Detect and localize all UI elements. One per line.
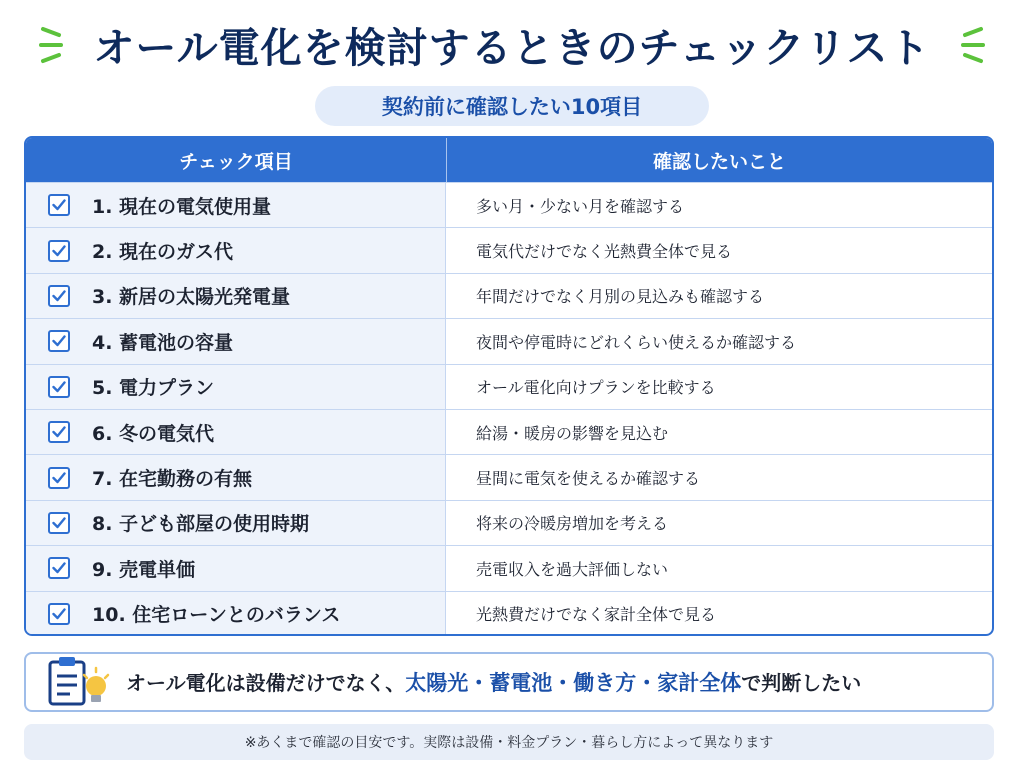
table-row: [26, 318, 992, 363]
table-row: [26, 454, 992, 499]
table-row: [26, 409, 992, 454]
table-header: [26, 138, 992, 182]
check-item-cell: [26, 455, 446, 499]
table-row: [26, 545, 992, 590]
summary-suffix: で判断したい: [741, 671, 862, 695]
summary-highlight: 太陽光・蓄電池・働き方・家計全体: [405, 671, 742, 695]
title-row: [0, 10, 1024, 78]
table-row: [26, 227, 992, 272]
confirm-text: 電気代だけでなく光熱費全体で見る: [476, 242, 733, 262]
check-item-cell: [26, 274, 446, 318]
table-row: [26, 591, 992, 636]
check-item-label: 9. 売電単価: [92, 558, 196, 581]
check-item-label: 3. 新居の太陽光発電量: [92, 286, 291, 309]
check-item-label: 5. 電力プラン: [92, 377, 215, 400]
checkbox-checked-icon[interactable]: [48, 557, 70, 579]
summary-prefix: オール電化は設備だけでなく、: [126, 671, 406, 695]
check-item-cell: [26, 592, 446, 636]
confirm-text: 年間だけでなく月別の見込みも確認する: [476, 287, 765, 307]
summary-note: [24, 652, 994, 712]
checklist-table: [24, 136, 994, 636]
check-item-label: 4. 蓄電池の容量: [92, 331, 234, 354]
summary-text: [126, 667, 861, 697]
checkbox-checked-icon[interactable]: [48, 240, 70, 262]
table-row: [26, 182, 992, 227]
clipboard-lightbulb-icon: [44, 654, 114, 710]
header-confirm: 確認したいこと: [652, 150, 786, 173]
spark-right-icon: [953, 19, 987, 69]
check-item-label: 6. 冬の電気代: [92, 422, 215, 445]
confirm-text: 将来の冷暖房増加を考える: [476, 514, 669, 534]
checkbox-checked-icon[interactable]: [48, 421, 70, 443]
confirm-text: 夜間や停電時にどれくらい使えるか確認する: [476, 332, 797, 352]
subtitle-badge: 契約前に確認したい10項目: [315, 86, 709, 126]
checkbox-checked-icon[interactable]: [48, 512, 70, 534]
check-item-label: 8. 子ども部屋の使用時期: [92, 513, 310, 536]
check-item-cell: [26, 501, 446, 545]
table-row: [26, 500, 992, 545]
checkbox-checked-icon[interactable]: [48, 194, 70, 216]
checkbox-checked-icon[interactable]: [48, 603, 70, 625]
confirm-text: 売電収入を過大評価しない: [476, 559, 669, 579]
check-item-label: 7. 在宅勤務の有無: [92, 468, 253, 491]
spark-left-icon: [37, 19, 71, 69]
check-item-label: 2. 現在のガス代: [92, 241, 234, 264]
confirm-text: 給湯・暖房の影響を見込む: [476, 423, 669, 443]
check-item-cell: [26, 410, 446, 454]
page-title: オール電化を検討するときのチェックリスト: [93, 23, 931, 72]
footer-disclaimer: ※あくまで確認の目安です。実際は設備・料金プラン・暮らし方によって異なります: [24, 724, 994, 760]
check-item-label: 10. 住宅ローンとのバランス: [92, 604, 341, 627]
checkbox-checked-icon[interactable]: [48, 330, 70, 352]
check-item-cell: [26, 546, 446, 590]
checkbox-checked-icon[interactable]: [48, 467, 70, 489]
header-check-item: チェック項目: [26, 138, 447, 182]
confirm-text: 昼間に電気を使えるか確認する: [476, 469, 701, 489]
table-row: [26, 273, 992, 318]
check-item-cell: [26, 228, 446, 272]
check-item-label: 1. 現在の電気使用量: [92, 195, 272, 218]
confirm-text: オール電化向けプランを比較する: [476, 378, 716, 398]
table-row: [26, 364, 992, 409]
check-item-cell: [26, 365, 446, 409]
confirm-text: 光熱費だけでなく家計全体で見る: [476, 605, 717, 625]
table-body: [26, 182, 992, 636]
checkbox-checked-icon[interactable]: [48, 376, 70, 398]
check-item-cell: [26, 319, 446, 363]
confirm-text: 多い月・少ない月を確認する: [476, 196, 685, 216]
check-item-cell: [26, 183, 446, 227]
checkbox-checked-icon[interactable]: [48, 285, 70, 307]
